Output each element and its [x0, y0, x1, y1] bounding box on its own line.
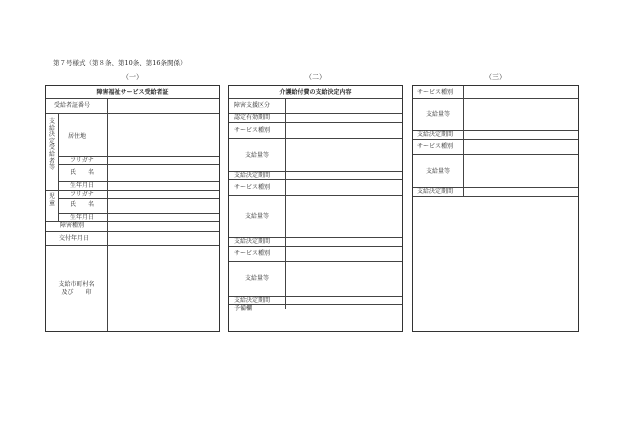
municipality-label-line2: 及び 印 [61, 289, 92, 296]
service-type-label-2-3: サービス種別 [234, 250, 271, 257]
disability-type-label: 障害種別 [60, 222, 85, 229]
recipient-group-label: 支給決定受給者等 [48, 118, 55, 172]
section-two-title: 介護給付費の支給決定内容 [279, 89, 352, 96]
period-label-2-3: 支給決定期間 [234, 297, 271, 304]
form-title: 第７号様式（第８条、第10条、第16条関係） [53, 59, 187, 67]
caption-section-three: （三） [485, 73, 506, 81]
recipient-no-label: 受給者証番号 [54, 102, 91, 109]
amount-label-2-1: 支給量等 [244, 152, 269, 159]
period-label-3-2: 支給決定期間 [417, 188, 454, 195]
name-label-1: 氏 名 [70, 169, 95, 176]
municipality-label-line1: 支給市町村名 [58, 281, 95, 288]
caption-section-two: （二） [305, 73, 326, 81]
section-three-table [412, 85, 579, 332]
section-one-table [45, 85, 220, 332]
section-two-table [228, 85, 403, 332]
address-label: 居住地 [68, 133, 87, 140]
period-label-3-1: 支給決定期間 [417, 131, 454, 138]
birthdate-label-1: 生年月日 [70, 182, 95, 189]
name-label-2: 氏 名 [70, 201, 95, 208]
furigana-label-2: フリガナ [70, 191, 94, 198]
notes-label: 予備欄 [234, 305, 253, 312]
furigana-label-1: フリガナ [70, 157, 94, 164]
amount-label-3-1: 支給量等 [425, 111, 450, 118]
caption-section-one: （一） [122, 73, 143, 81]
child-group-label: 児童 [48, 193, 55, 207]
service-type-label-2-2: サービス種別 [234, 184, 271, 191]
amount-label-2-2: 支給量等 [244, 213, 269, 220]
service-type-label-3-1: サービス種別 [417, 89, 454, 96]
section-one-title: 障害福祉サービス受給者証 [96, 89, 169, 96]
support-category-label: 障害支援区分 [234, 102, 271, 109]
cert-period-label: 認定有効期間 [234, 114, 271, 121]
issue-date-label: 交付年月日 [59, 235, 90, 242]
service-type-label-2-1: サービス種別 [234, 127, 271, 134]
birthdate-label-2: 生年月日 [70, 214, 95, 221]
amount-label-2-3: 支給量等 [244, 275, 269, 282]
amount-label-3-2: 支給量等 [425, 168, 450, 175]
period-label-2-1: 支給決定期間 [234, 172, 271, 179]
service-type-label-3-2: サービス種別 [417, 143, 454, 150]
period-label-2-2: 支給決定期間 [234, 238, 271, 245]
